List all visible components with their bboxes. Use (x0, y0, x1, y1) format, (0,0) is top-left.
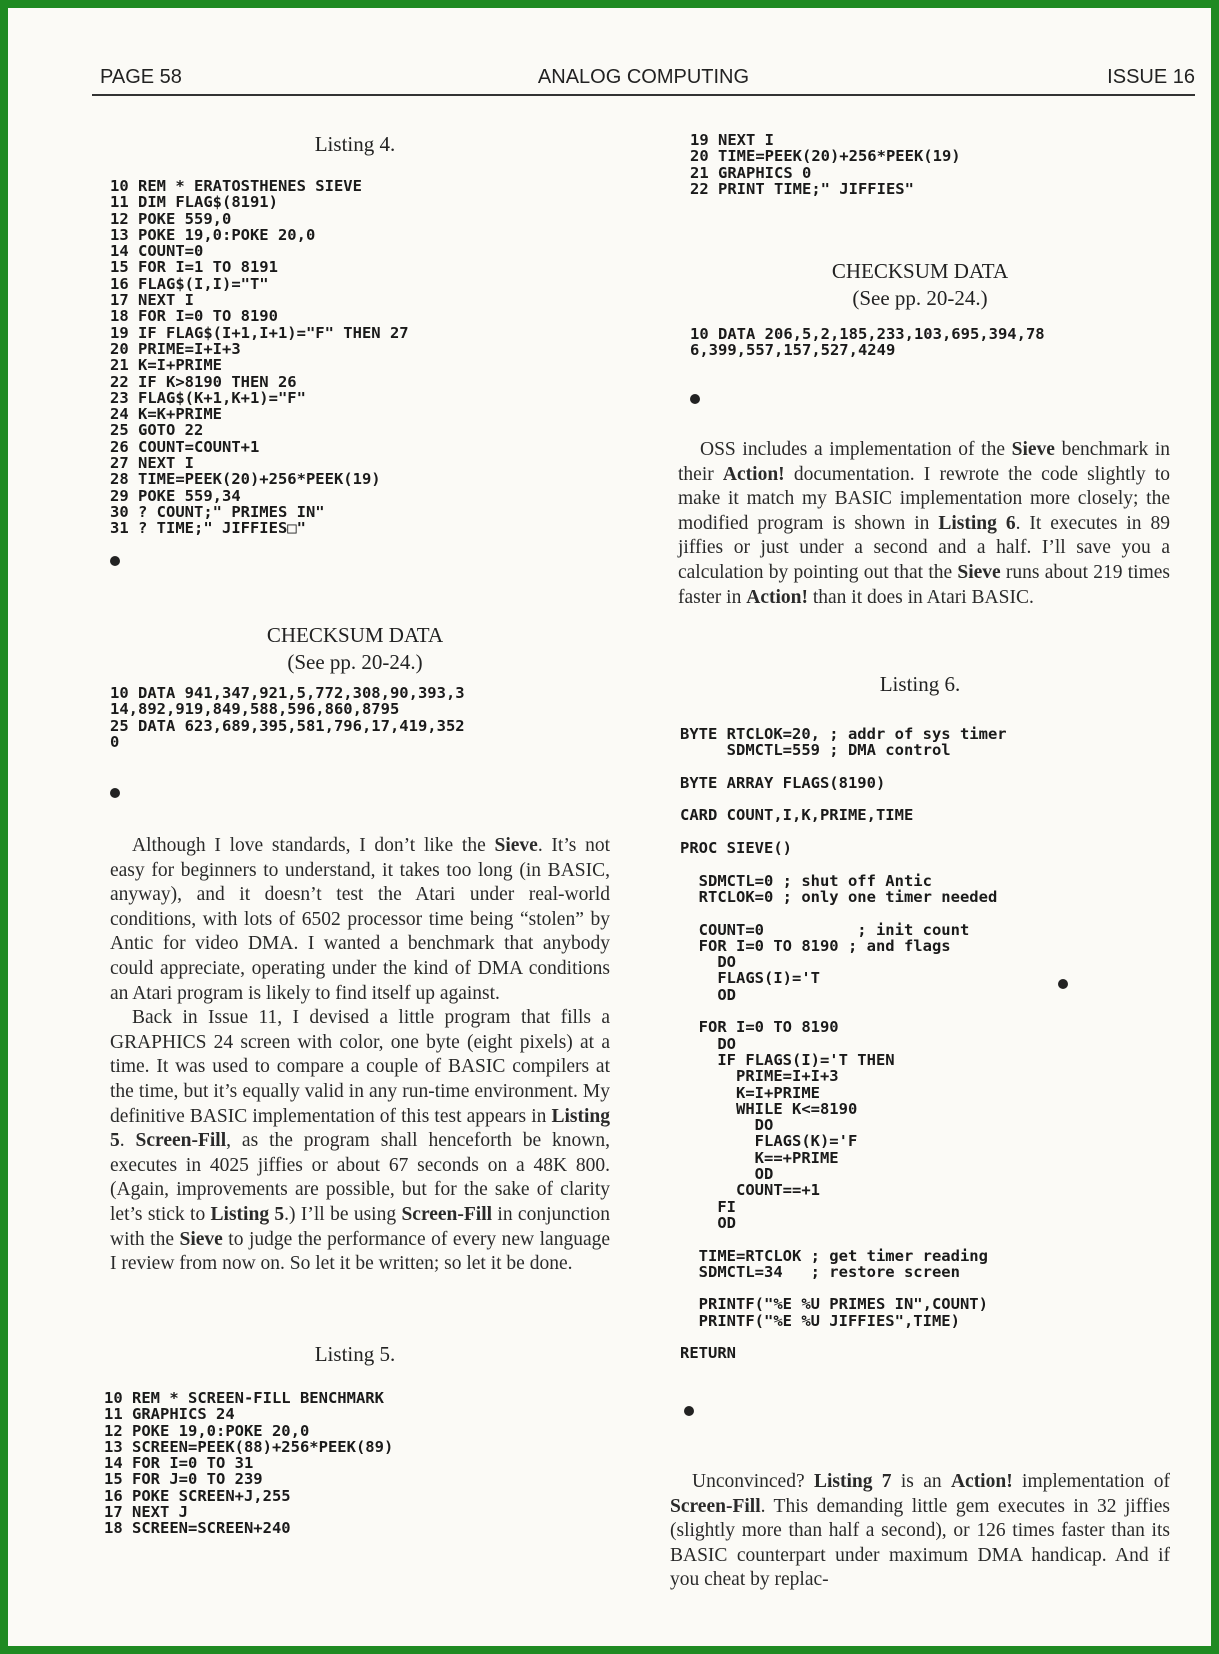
bullet-divider (690, 394, 700, 404)
magazine-title: ANALOG COMPUTING (537, 66, 750, 88)
article-body-right-bottom (670, 1470, 1170, 1593)
paragraph: Although I love standards, I don’t like the Sieve. It’s not easy for beginners to understand, it takes too long (in BASIC, anyway), and it doesn’t test the Atari under real-world conditions, with lots of 6502 processor time being “stolen” by Antic for video DMA. I wanted a benchmark that anybody could appreciate, operating under the kind of DMA conditions an Atari program is likely to find itself up against. (110, 835, 611, 1004)
checksum-title: CHECKSUM DATA (831, 259, 1009, 283)
magazine-page (8, 8, 1211, 1646)
paragraph: OSS includes a implementation of the Sieve benchmark in their Action! documentation. I rewrote the code slightly to make it match my BASIC implementation more closely; the modified program is shown in Listing 6. It executes in 89 jiffies or just under a second and a half. I’ll save you a calculation by pointing out that the Sieve runs about 219 times faster in Action! than it does in Atari BASIC. (678, 439, 1171, 608)
bullet-divider (110, 788, 120, 798)
article-body-right (678, 438, 1170, 610)
issue-number: ISSUE 16 (1107, 66, 1195, 88)
checksum-code: 10 DATA 941,347,921,5,772,308,90,393,3 14,892,919,849,588,596,860,8795 25 DATA 623,689,395,581,796,17,419,352 0 (110, 684, 465, 751)
listing4-title: Listing 4. (314, 132, 396, 156)
bullet-divider (110, 556, 120, 566)
listing4-code: 10 REM * ERATOSTHENES SIEVE 11 DIM FLAG$(8191) 12 POKE 559,0 13 POKE 19,0:POKE 20,0 14 COUNT=0 15 FOR I=1 TO 8191 16 FLAG$(I,I)="T" 17 NEXT I 18 FOR I=0 TO 8190 19 IF FLAG$(I+1,I+1)="F" THEN 27 20 PRIME=I+I+3 21 K=I+PRIME 22 IF K>8190 THEN 26 23 FLAG$(K+1,K+1)="F" 24 K=K+PRIME 25 GOTO 22 26 COUNT=COUNT+1 27 NEXT I 28 TIME=PEEK(20)+256*PEEK(19) 29 POKE 559,34 30 ? COUNT;" PRIMES IN" 31 ? TIME;" JIFFIES□" (110, 177, 409, 538)
checksum-code: 10 DATA 206,5,2,185,233,103,695,394,78 6,399,557,157,527,4249 (690, 325, 1045, 360)
listing5-code: 10 REM * SCREEN-FILL BENCHMARK 11 GRAPHICS 24 12 POKE 19,0:POKE 20,0 13 SCREEN=PEEK(88)+256*PEEK(89) 14 FOR I=0 TO 31 15 FOR J=0 TO 239 16 POKE SCREEN+J,255 17 NEXT J 18 SCREEN=SCREEN+240 (104, 1389, 394, 1538)
checksum-title: CHECKSUM DATA (266, 623, 444, 647)
checksum-subtitle: (See pp. 20-24.) (287, 650, 423, 674)
listing6-code: BYTE RTCLOK=20, ; addr of sys timer SDMCTL=559 ; DMA control BYTE ARRAY FLAGS(8190) CARD COUNT,I,K,PRIME,TIME PROC SIEVE() SDMCTL=0 ; shut off Antic RTCLOK=0 ; only one timer needed COUNT=0 ; init count FOR I=0 TO 8190 ; and flags DO FLAGS(I)='T OD FOR I=0 TO 8190 DO IF FLAGS(I)='T THEN PRIME=I+I+3 K=I+PRIME WHILE K<=8190 DO FLAGS(K)='F K==+PRIME OD COUNT==+1 FI OD TIME=RTCLOK ; get timer reading SDMCTL=34 ; restore screen PRINTF("%E %U PRIMES IN",COUNT) PRINTF("%E %U JIFFIES",TIME) RETURN (680, 725, 1007, 1363)
bullet-divider (684, 1406, 694, 1416)
article-body-left (110, 834, 610, 1277)
paragraph: Back in Issue 11, I devised a little program that fills a GRAPHICS 24 screen with color, one byte (eight pixels) at a time. It was used to compare a couple of BASIC compilers at the time, but it’s equally valid in any run-time environment. My definitive BASIC implementation of this test appears in Listing 5. Screen-Fill, as the program shall henceforth be known, executes in 4025 jiffies or about 67 seconds on a 48K 800. (Again, improvements are possible, but for the sake of clarity let’s stick to Listing 5.) I’ll be using Screen-Fill in conjunction with the Sieve to judge the performance of every new language I review from now on. So let it be written; so let it be done. (110, 1007, 610, 1275)
listing5-continued-code: 19 NEXT I 20 TIME=PEEK(20)+256*PEEK(19) 21 GRAPHICS 0 22 PRINT TIME;" JIFFIES" (690, 131, 961, 198)
page-number: PAGE 58 (100, 66, 182, 88)
bullet-divider (1058, 979, 1068, 989)
checksum-subtitle: (See pp. 20-24.) (852, 286, 988, 310)
listing5-title: Listing 5. (314, 1342, 396, 1366)
paragraph: Unconvinced? Listing 7 is an Action! implementation of Screen-Fill. This demanding little gem executes in 32 jiffies (slightly more than half a second), or 126 times faster than its BASIC counterpart under maximum DMA handicap. And if you cheat by replac- (670, 1471, 1170, 1591)
listing6-title: Listing 6. (879, 672, 961, 696)
page-header (92, 58, 1195, 96)
